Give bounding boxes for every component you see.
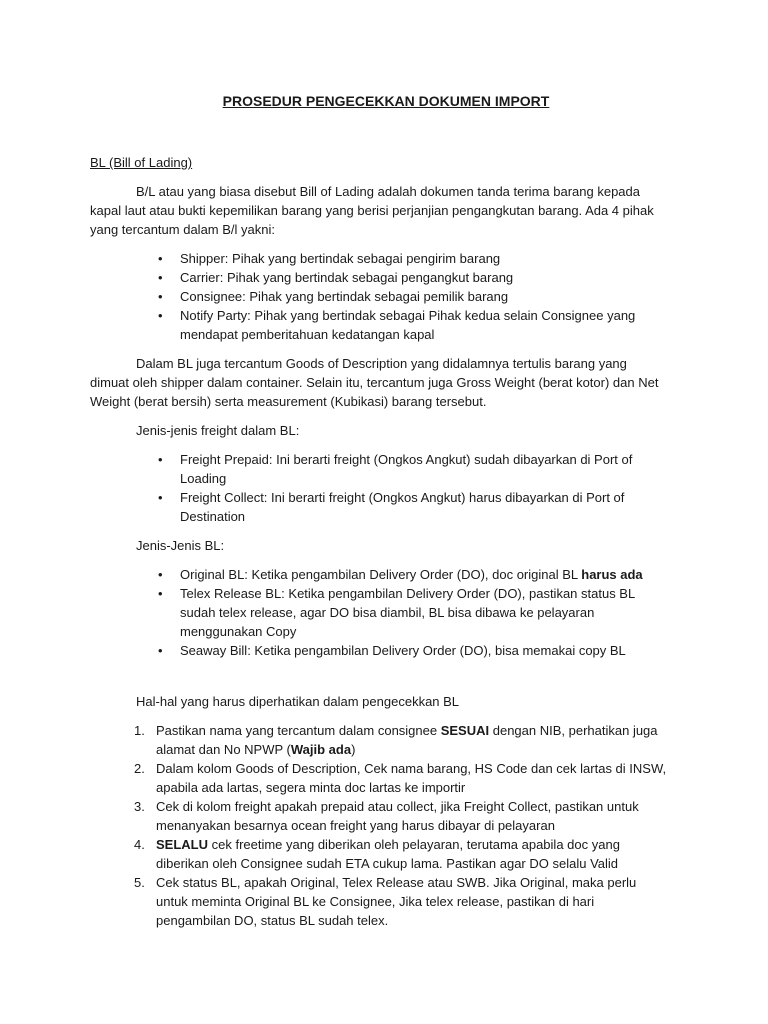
- list-item: • Freight Prepaid: Ini berarti freight (Ongkos Angkut) sudah dibayarkan di Port of Loading: [158, 452, 633, 486]
- bullet-icon: •: [158, 289, 163, 304]
- list-item: 4. SELALU cek freetime yang diberikan oleh pelayaran, terutama apabila doc yang diberikan oleh Consignee sudah ETA cukup lama. Pastikan agar DO selalu Valid: [134, 837, 620, 871]
- goods-paragraph: Dalam BL juga tercantum Goods of Description yang didalamnya tertulis barang yang dimuat oleh shipper dalam container. Selain itu, tercantum juga Gross Weight (berat kotor) dan Net Weight (berat bersih) serta measurement (Kubikasi) barang tersebut.: [90, 356, 659, 409]
- intro-paragraph: B/L atau yang biasa disebut Bill of Lading adalah dokumen tanda terima barang kepada kapal laut atau bukti kepemilikan barang yang berisi perjanjian pengangkutan barang. Ada 4 pihak yang tercantum dalam B/l yakni:: [90, 184, 654, 237]
- list-number: 3.: [134, 799, 145, 814]
- list-number: 4.: [134, 837, 145, 852]
- bullet-icon: •: [158, 251, 163, 266]
- list-item: • Seaway Bill: Ketika pengambilan Delivery Order (DO), bisa memakai copy BL: [158, 643, 626, 658]
- list-item: • Freight Collect: Ini berarti freight (Ongkos Angkut) harus dibayarkan di Port of Destination: [158, 490, 625, 524]
- spacer: [90, 670, 668, 692]
- list-number: 2.: [134, 761, 145, 776]
- list-item: • Consignee: Pihak yang bertindak sebagai pemilik barang: [158, 289, 509, 304]
- bullet-icon: •: [158, 490, 163, 505]
- list-item: 1. Pastikan nama yang tercantum dalam consignee SESUAI dengan NIB, perhatikan juga alamat dan No NPWP (Wajib ada): [134, 723, 658, 757]
- bl-types-heading: Jenis-Jenis BL:: [136, 538, 225, 553]
- list-number: 5.: [134, 875, 145, 890]
- list-item: • Notify Party: Pihak yang bertindak sebagai Pihak kedua selain Consignee yang mendapat pemberitahuan kedatangan kapal: [158, 308, 636, 342]
- checks-list: [90, 721, 668, 930]
- list-item: • Original BL: Ketika pengambilan Delivery Order (DO), doc original BL harus ada: [158, 567, 643, 582]
- list-item: 3. Cek di kolom freight apakah prepaid atau collect, jika Freight Collect, pastikan untuk menanyakan besarnya ocean freight yang harus dibayar di pelayaran: [134, 799, 639, 833]
- freight-list: [90, 450, 668, 526]
- list-item: • Telex Release BL: Ketika pengambilan Delivery Order (DO), pastikan status BL sudah telex release, agar DO bisa diambil, BL bisa dibawa ke pelayaran menggunakan Copy: [158, 586, 635, 639]
- list-item: • Shipper: Pihak yang bertindak sebagai pengirim barang: [158, 251, 501, 266]
- section-heading-bl: BL (Bill of Lading): [90, 155, 193, 170]
- list-number: 1.: [134, 723, 145, 738]
- bullet-icon: •: [158, 452, 163, 467]
- bl-types-list: [90, 565, 668, 660]
- list-item: 5. Cek status BL, apakah Original, Telex Release atau SWB. Jika Original, maka perlu untuk meminta Original BL ke Consignee, Jika telex release, pastikan di hari pengambilan DO, status BL sudah telex.: [134, 875, 637, 928]
- bullet-icon: •: [158, 270, 163, 285]
- bullet-icon: •: [158, 308, 163, 323]
- bullet-icon: •: [158, 586, 163, 601]
- checks-heading: Hal-hal yang harus diperhatikan dalam pengecekkan BL: [136, 694, 460, 709]
- document-title: PROSEDUR PENGECEKKAN DOKUMEN IMPORT: [222, 93, 550, 109]
- freight-heading: Jenis-jenis freight dalam BL:: [136, 423, 300, 438]
- list-item: • Carrier: Pihak yang bertindak sebagai pengangkut barang: [158, 270, 514, 285]
- list-item: 2. Dalam kolom Goods of Description, Cek nama barang, HS Code dan cek lartas di INSW, apabila ada lartas, segera minta doc lartas ke importir: [134, 761, 667, 795]
- bullet-icon: •: [158, 643, 163, 658]
- bullet-icon: •: [158, 567, 163, 582]
- parties-list: [90, 249, 668, 344]
